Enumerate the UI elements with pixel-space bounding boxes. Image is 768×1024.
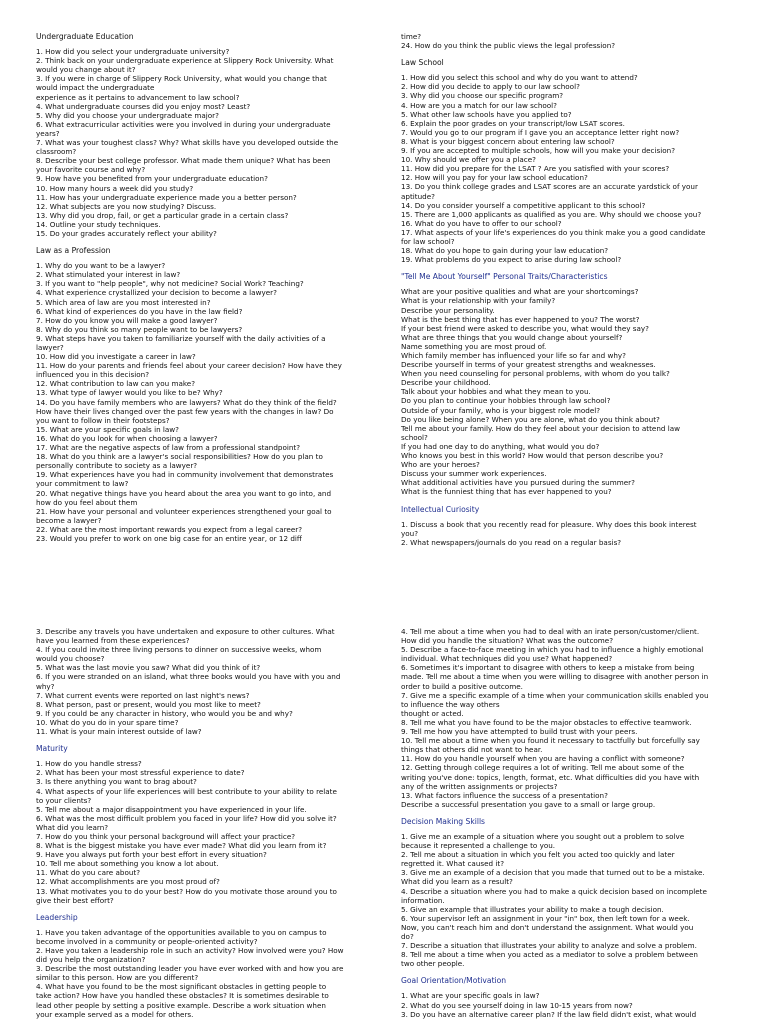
question-line: 13. Why did you drop, fail, or get a particular grade in a certain class? bbox=[36, 210, 289, 220]
question-line: 13. What type of lawyer would you like to be? Why? bbox=[36, 388, 223, 398]
section-heading: Law School bbox=[401, 58, 444, 68]
question-line: give their best effort? bbox=[36, 895, 114, 905]
question-line: 4. What undergraduate courses did you enjoy most? Least? bbox=[36, 101, 251, 111]
question-line: 19. What problems do you expect to arise during law school? bbox=[401, 255, 622, 265]
question-line: 12. Getting through college requires a lot of writing. Tell me about some of the bbox=[401, 763, 685, 773]
question-line: years? bbox=[36, 128, 60, 138]
column-bottom-left bbox=[36, 627, 376, 1019]
question-line: 14. Outline your study techniques. bbox=[36, 219, 161, 229]
question-line: 11. What is your main interest outside of law? bbox=[36, 727, 202, 737]
question-line: because it represented a challenge to you. bbox=[401, 841, 556, 851]
question-line: 2. What newspapers/journals do you read on a regular basis? bbox=[401, 537, 622, 547]
question-line: 14. Do you consider yourself a competitive applicant to this school? bbox=[401, 200, 646, 210]
question-line: things that others did not want to hear. bbox=[401, 745, 543, 755]
question-line: do? bbox=[401, 932, 414, 941]
question-line: 9. Tell me how you have attempted to build trust with your peers. bbox=[401, 727, 638, 737]
question-line: What did you learn? bbox=[36, 822, 109, 832]
question-line: how do you feel about them bbox=[36, 497, 138, 507]
question-line: time? bbox=[401, 32, 422, 41]
question-line: 10. Why should we offer you a place? bbox=[401, 155, 536, 165]
question-line: 4. If you could invite three living persons to dinner on successive weeks, whom bbox=[36, 645, 322, 655]
question-line: 8. Describe your best college professor. What made them unique? What has been bbox=[36, 156, 331, 166]
question-line: 20. What negative things have you heard about the area you want to go into, and bbox=[36, 488, 332, 498]
question-line: 18. What do you hope to gain during your law education? bbox=[401, 246, 609, 256]
question-line: 1. Why do you want to be a lawyer? bbox=[36, 261, 166, 271]
question-line: 11. How did you prepare for the LSAT ? Are you satisfied with your scores? bbox=[401, 164, 670, 174]
question-line: 10. Tell me about something you know a lot about. bbox=[36, 859, 219, 869]
question-line: lead other people by setting a positive example. Describe a work situation when bbox=[36, 1000, 326, 1010]
question-line: classroom? bbox=[36, 147, 77, 157]
question-line: Name something you are most proud of. bbox=[401, 341, 547, 351]
question-line: influenced you in this decision? bbox=[36, 370, 150, 380]
question-line: experience as it pertains to advancement to law school? bbox=[36, 92, 240, 102]
question-line: Describe a successful presentation you gave to a small or large group. bbox=[401, 799, 656, 809]
question-line: 4. Tell me about a time when you had to deal with an irate person/customer/client. bbox=[401, 627, 700, 636]
question-line: 11. What do you care about? bbox=[36, 868, 141, 878]
question-line: 3. Describe any travels you have undertaken and exposure to other cultures. What bbox=[36, 627, 335, 636]
question-line: 18. What do you think are a lawyer's social responsibilities? How do you plan to bbox=[36, 452, 323, 462]
question-line: 1. How do you handle stress? bbox=[36, 759, 142, 769]
question-line: 8. Why do you think so many people want to be lawyers? bbox=[36, 324, 243, 334]
question-line: 1. Give me an example of a situation where you sought out a problem to solve bbox=[401, 831, 685, 841]
question-line: Do you plan to continue your hobbies through law school? bbox=[401, 396, 611, 406]
question-line: have you learned from these experiences? bbox=[36, 636, 190, 646]
question-line: 9. If you are accepted to multiple schools, how will you make your decision? bbox=[401, 146, 676, 156]
question-line: take action? How have you handled these obstacles? It is sometimes desirable to bbox=[36, 991, 329, 1001]
question-line: 15. What are your specific goals in law? bbox=[36, 424, 180, 434]
question-line: Do you like being alone? When you are alone, what do you think about? bbox=[401, 414, 660, 424]
section-heading: Intellectual Curiosity bbox=[401, 504, 480, 514]
question-line: become involved in a community or people-oriented activity? bbox=[36, 936, 258, 946]
question-line: What is the best thing that has ever happened to you? The worst? bbox=[401, 314, 640, 324]
question-line: 17. What aspects of your life's experiences do you think make you a good candidate bbox=[401, 227, 706, 237]
question-line: 10. How many hours a week did you study? bbox=[36, 183, 194, 193]
question-line: 8. What is your biggest concern about entering law school? bbox=[401, 136, 615, 146]
question-line: 3. Describe the most outstanding leader you have ever worked with and how you are bbox=[36, 964, 344, 974]
question-line: 2. Have you taken a leadership role in such an activity? How involved were you? How bbox=[36, 946, 344, 955]
question-line: 9. Have you always put forth your best effort in every situation? bbox=[36, 850, 267, 860]
question-line: 2. What do you see yourself doing in law 10-15 years from now? bbox=[401, 1000, 633, 1010]
question-line: Who knows you best in this world? How would that person describe you? bbox=[401, 451, 664, 461]
question-line: order to build a positive outcome. bbox=[401, 681, 523, 691]
question-line: If your best friend were asked to describe you, what would they say? bbox=[401, 323, 649, 333]
question-line: 6. Explain the poor grades on your transcript/low LSAT scores. bbox=[401, 118, 625, 128]
question-line: personally contribute to society as a lawyer? bbox=[36, 461, 198, 471]
question-line: 7. Would you go to our program if I gave you an acceptance letter right now? bbox=[401, 127, 680, 137]
question-line: 2. Think back on your undergraduate experience at Slippery Rock University. What bbox=[36, 56, 334, 66]
question-line: 6. If you were stranded on an island, what three books would you have with you and bbox=[36, 672, 341, 682]
section-heading: Maturity bbox=[36, 744, 68, 754]
question-line: 5. What was the last movie you saw? What did you think of it? bbox=[36, 663, 261, 673]
question-line: would you change about it? bbox=[36, 65, 136, 75]
question-line: 11. How do your parents and friends feel about your career decision? How have they bbox=[36, 361, 342, 371]
question-line: 3. If you want to "help people", why not medicine? Social Work? Teaching? bbox=[36, 279, 304, 289]
question-line: 19. What experiences have you had in community involvement that demonstrates bbox=[36, 470, 334, 480]
question-line: 8. What person, past or present, would you most like to meet? bbox=[36, 699, 261, 709]
column-top-left bbox=[36, 32, 376, 543]
section-heading: "Tell Me About Yourself" Personal Traits/Characteristics bbox=[401, 272, 608, 282]
question-line: 24. How do you think the public views the legal profession? bbox=[401, 41, 616, 51]
question-line: 3. Is there anything you want to brag about? bbox=[36, 777, 197, 787]
question-line: What did you learn as a result? bbox=[401, 877, 513, 887]
question-line: What are your positive qualities and what are your shortcomings? bbox=[401, 287, 639, 297]
question-line: lawyer? bbox=[36, 343, 64, 352]
question-line: 5. Tell me about a major disappointment you have experienced in your life. bbox=[36, 804, 307, 814]
question-line: 9. If you could be any character in history, who would you be and why? bbox=[36, 708, 293, 718]
question-line: 16. What do you look for when choosing a lawyer? bbox=[36, 433, 218, 443]
question-line: 3. Why did you choose our specific program? bbox=[401, 91, 564, 101]
section-heading: Undergraduate Education bbox=[36, 32, 134, 41]
question-line: Describe your personality. bbox=[401, 305, 495, 315]
question-line: 10. How did you investigate a career in law? bbox=[36, 352, 196, 362]
question-line: any of the written assignments or projects? bbox=[401, 781, 558, 791]
question-line: writing you've done: topics, length, format, etc. What difficulties did you have with bbox=[401, 772, 700, 782]
question-line: 14. Do you have family members who are lawyers? What do they think of the field? bbox=[36, 397, 337, 407]
section-heading: Goal Orientation/Motivation bbox=[401, 976, 507, 986]
question-line: individual. What techniques did you use? What happened? bbox=[401, 654, 613, 664]
question-line: 7. Describe a situation that illustrates your ability to analyze and solve a problem. bbox=[401, 941, 697, 951]
question-line: 12. What subjects are you now studying? Discuss. bbox=[36, 201, 217, 211]
question-line: How did you handle the situation? What was the outcome? bbox=[401, 636, 614, 646]
question-line: 15. Do your grades accurately reflect your ability? bbox=[36, 228, 217, 238]
question-line: to influence the way others bbox=[401, 699, 500, 709]
question-line: did you help the organization? bbox=[36, 955, 146, 965]
question-line: 4. What experience crystallized your decision to become a lawyer? bbox=[36, 288, 277, 298]
question-line: 13. Do you think college grades and LSAT scores are an accurate yardstick of your bbox=[401, 182, 698, 192]
question-line: to your clients? bbox=[36, 795, 92, 805]
question-line: 3. Do you have an alternative career plan? If the law field didn't exist, what would bbox=[401, 1009, 697, 1019]
question-line: 2. How did you decide to apply to our law school? bbox=[401, 82, 580, 92]
question-line: 13. What factors influence the success of a presentation? bbox=[401, 790, 608, 800]
question-line: 10. What do you do in your spare time? bbox=[36, 717, 179, 727]
question-line: 5. Describe a face-to-face meeting in which you had to influence a highly emotional bbox=[401, 645, 704, 655]
question-line: 1. Have you taken advantage of the opportunities available to you on campus to bbox=[36, 927, 327, 937]
question-line: 7. How do you think your personal background will affect your practice? bbox=[36, 831, 296, 841]
question-line: would impact the undergraduate bbox=[36, 83, 155, 93]
question-line: 7. Give me a specific example of a time when your communication skills enabled you bbox=[401, 690, 709, 700]
question-line: 9. How have you benefited from your undergraduate education? bbox=[36, 174, 268, 184]
question-line: 7. How do you know you will make a good lawyer? bbox=[36, 315, 218, 325]
question-line: 12. What contribution to law can you make? bbox=[36, 379, 196, 389]
question-line: 9. What steps have you taken to familiarize yourself with the daily activities of a bbox=[36, 333, 326, 343]
question-line: aptitude? bbox=[401, 191, 435, 201]
question-line: 11. How has your undergraduate experience made you a better person? bbox=[36, 192, 297, 202]
question-line: your example served as a model for others. bbox=[36, 1009, 194, 1019]
question-line: information. bbox=[401, 895, 445, 905]
question-line: you want to follow in their footsteps? bbox=[36, 415, 170, 425]
question-line: 6. What was the most difficult problem you faced in your life? How did you solve it? bbox=[36, 813, 337, 823]
question-line: 17. What are the negative aspects of law from a professional standpoint? bbox=[36, 443, 301, 453]
question-line: 6. What kind of experiences do you have in the law field? bbox=[36, 306, 243, 316]
question-line: 4. What have you found to be the most significant obstacles in getting people to bbox=[36, 982, 327, 992]
question-line: 5. Give an example that illustrates your ability to make a tough decision. bbox=[401, 904, 664, 914]
question-line: 22. What are the most important rewards you expect from a legal career? bbox=[36, 524, 303, 534]
question-line: 6. Sometimes it's important to disagree with others to keep a mistake from being bbox=[401, 663, 695, 673]
question-line: 5. Why did you choose your undergraduate major? bbox=[36, 110, 219, 120]
question-line: 11. How do you handle yourself when you are having a conflict with someone? bbox=[401, 754, 685, 764]
question-line: When you need counseling for personal problems, with whom do you talk? bbox=[401, 369, 670, 379]
question-line: 2. Tell me about a situation in which you felt you acted too quickly and later bbox=[401, 850, 675, 860]
question-line: why? bbox=[36, 681, 55, 691]
question-line: Describe your childhood. bbox=[401, 378, 491, 388]
question-line: Discuss your summer work experiences. bbox=[401, 469, 547, 479]
question-line: 6. What extracurricular activities were you involved in during your undergraduate bbox=[36, 119, 331, 129]
question-line: 8. Tell me what you have found to be the major obstacles to effective teamwork. bbox=[401, 717, 692, 727]
question-line: 5. What other law schools have you applied to? bbox=[401, 109, 572, 119]
question-line: made. Tell me about a time when you were willing to disagree with another person in bbox=[401, 672, 709, 682]
question-line: How have their lives changed over the past few years with the changes in law? Do bbox=[36, 406, 334, 416]
section-heading: Decision Making Skills bbox=[401, 816, 486, 826]
question-line: Which family member has influenced your life so far and why? bbox=[401, 351, 626, 360]
question-line: regretted it. What caused it? bbox=[401, 859, 505, 869]
question-line: 16. What do you have to offer to our school? bbox=[401, 218, 562, 228]
question-line: What additional activities have you pursued during the summer? bbox=[401, 478, 635, 488]
question-line: What are three things that you would change about yourself? bbox=[401, 332, 623, 342]
question-line: 5. Which area of law are you most interested in? bbox=[36, 297, 211, 307]
question-line: 12. What accomplishments are you most proud of? bbox=[36, 877, 220, 887]
question-line: you? bbox=[401, 528, 419, 538]
question-line: 4. Describe a situation where you had to make a quick decision based on incomplete bbox=[401, 886, 707, 896]
question-line: school? bbox=[401, 432, 428, 442]
question-line: 1. What are your specific goals in law? bbox=[401, 991, 540, 1001]
question-line: 2. What stimulated your interest in law? bbox=[36, 270, 181, 280]
question-line: Outside of your family, who is your biggest role model? bbox=[401, 405, 601, 415]
question-line: thought or acted. bbox=[401, 708, 464, 718]
question-line: 10. Tell me about a time when you found it necessary to tactfully but forcefully say bbox=[401, 736, 700, 746]
section-heading: Leadership bbox=[36, 912, 78, 922]
question-line: 3. Give me an example of a decision that you made that turned out to be a mistake. bbox=[401, 868, 705, 878]
question-line: 8. Tell me about a time when you acted as a mediator to solve a problem between bbox=[401, 950, 698, 960]
question-line: your commitment to law? bbox=[36, 479, 129, 489]
question-line: 12. How will you pay for your law school education? bbox=[401, 173, 588, 183]
question-line: 21. How have your personal and volunteer experiences strengthened your goal to bbox=[36, 506, 332, 516]
question-line: 1. Discuss a book that you recently read for pleasure. Why does this book interest bbox=[401, 519, 697, 529]
question-line: 2. What has been your most stressful experience to date? bbox=[36, 768, 245, 778]
question-line: 8. What is the biggest mistake you have ever made? What did you learn from it? bbox=[36, 841, 327, 851]
question-line: become a lawyer? bbox=[36, 515, 102, 525]
question-line: 4. What aspects of your life experiences will best contribute to your ability to relate bbox=[36, 786, 337, 796]
question-line: for law school? bbox=[401, 236, 455, 246]
question-line: your favorite course and why? bbox=[36, 165, 146, 175]
question-line: Tell me about your family. How do they feel about your decision to attend law bbox=[401, 423, 680, 433]
question-line: Talk about your hobbies and what they mean to you. bbox=[401, 387, 591, 397]
question-line: 13. What motivates you to do your best? How do you motivate those around you to bbox=[36, 886, 337, 896]
question-line: 6. Your supervisor left an assignment in your "in" box, then left town for a week. bbox=[401, 913, 690, 923]
question-line: would you choose? bbox=[36, 654, 105, 664]
question-line: Who are your heroes? bbox=[401, 460, 480, 470]
question-line: similar to this person. How are you different? bbox=[36, 973, 199, 983]
question-line: If you had one day to do anything, what would you do? bbox=[401, 441, 600, 451]
column-top-right bbox=[401, 32, 741, 547]
question-line: 1. How did you select this school and why do you want to attend? bbox=[401, 73, 638, 83]
question-line: 1. How did you select your undergraduate university? bbox=[36, 47, 230, 57]
question-line: 3. If you were in charge of Slippery Rock University, what would you change that bbox=[36, 74, 327, 84]
question-line: 7. What was your toughest class? Why? What skills have you developed outside the bbox=[36, 138, 339, 148]
question-line: 23. Would you prefer to work on one big case for an entire year, or 12 diff bbox=[36, 533, 302, 543]
question-line: 4. How are you a match for our law school? bbox=[401, 100, 557, 110]
question-line: Describe yourself in terms of your greatest strengths and weaknesses. bbox=[401, 360, 656, 370]
question-line: 7. What current events were reported on last night's news? bbox=[36, 690, 250, 700]
question-line: What is your relationship with your family? bbox=[401, 296, 556, 306]
question-line: two other people. bbox=[401, 959, 465, 969]
question-line: What is the funniest thing that has ever happened to you? bbox=[401, 487, 612, 497]
section-heading: Law as a Profession bbox=[36, 246, 111, 256]
question-line: 15. There are 1,000 applicants as qualified as you are. Why should we choose you? bbox=[401, 209, 702, 219]
column-bottom-right bbox=[401, 627, 741, 1019]
question-line: Now, you can't reach him and don't understand the assignment. What would you bbox=[401, 922, 694, 932]
